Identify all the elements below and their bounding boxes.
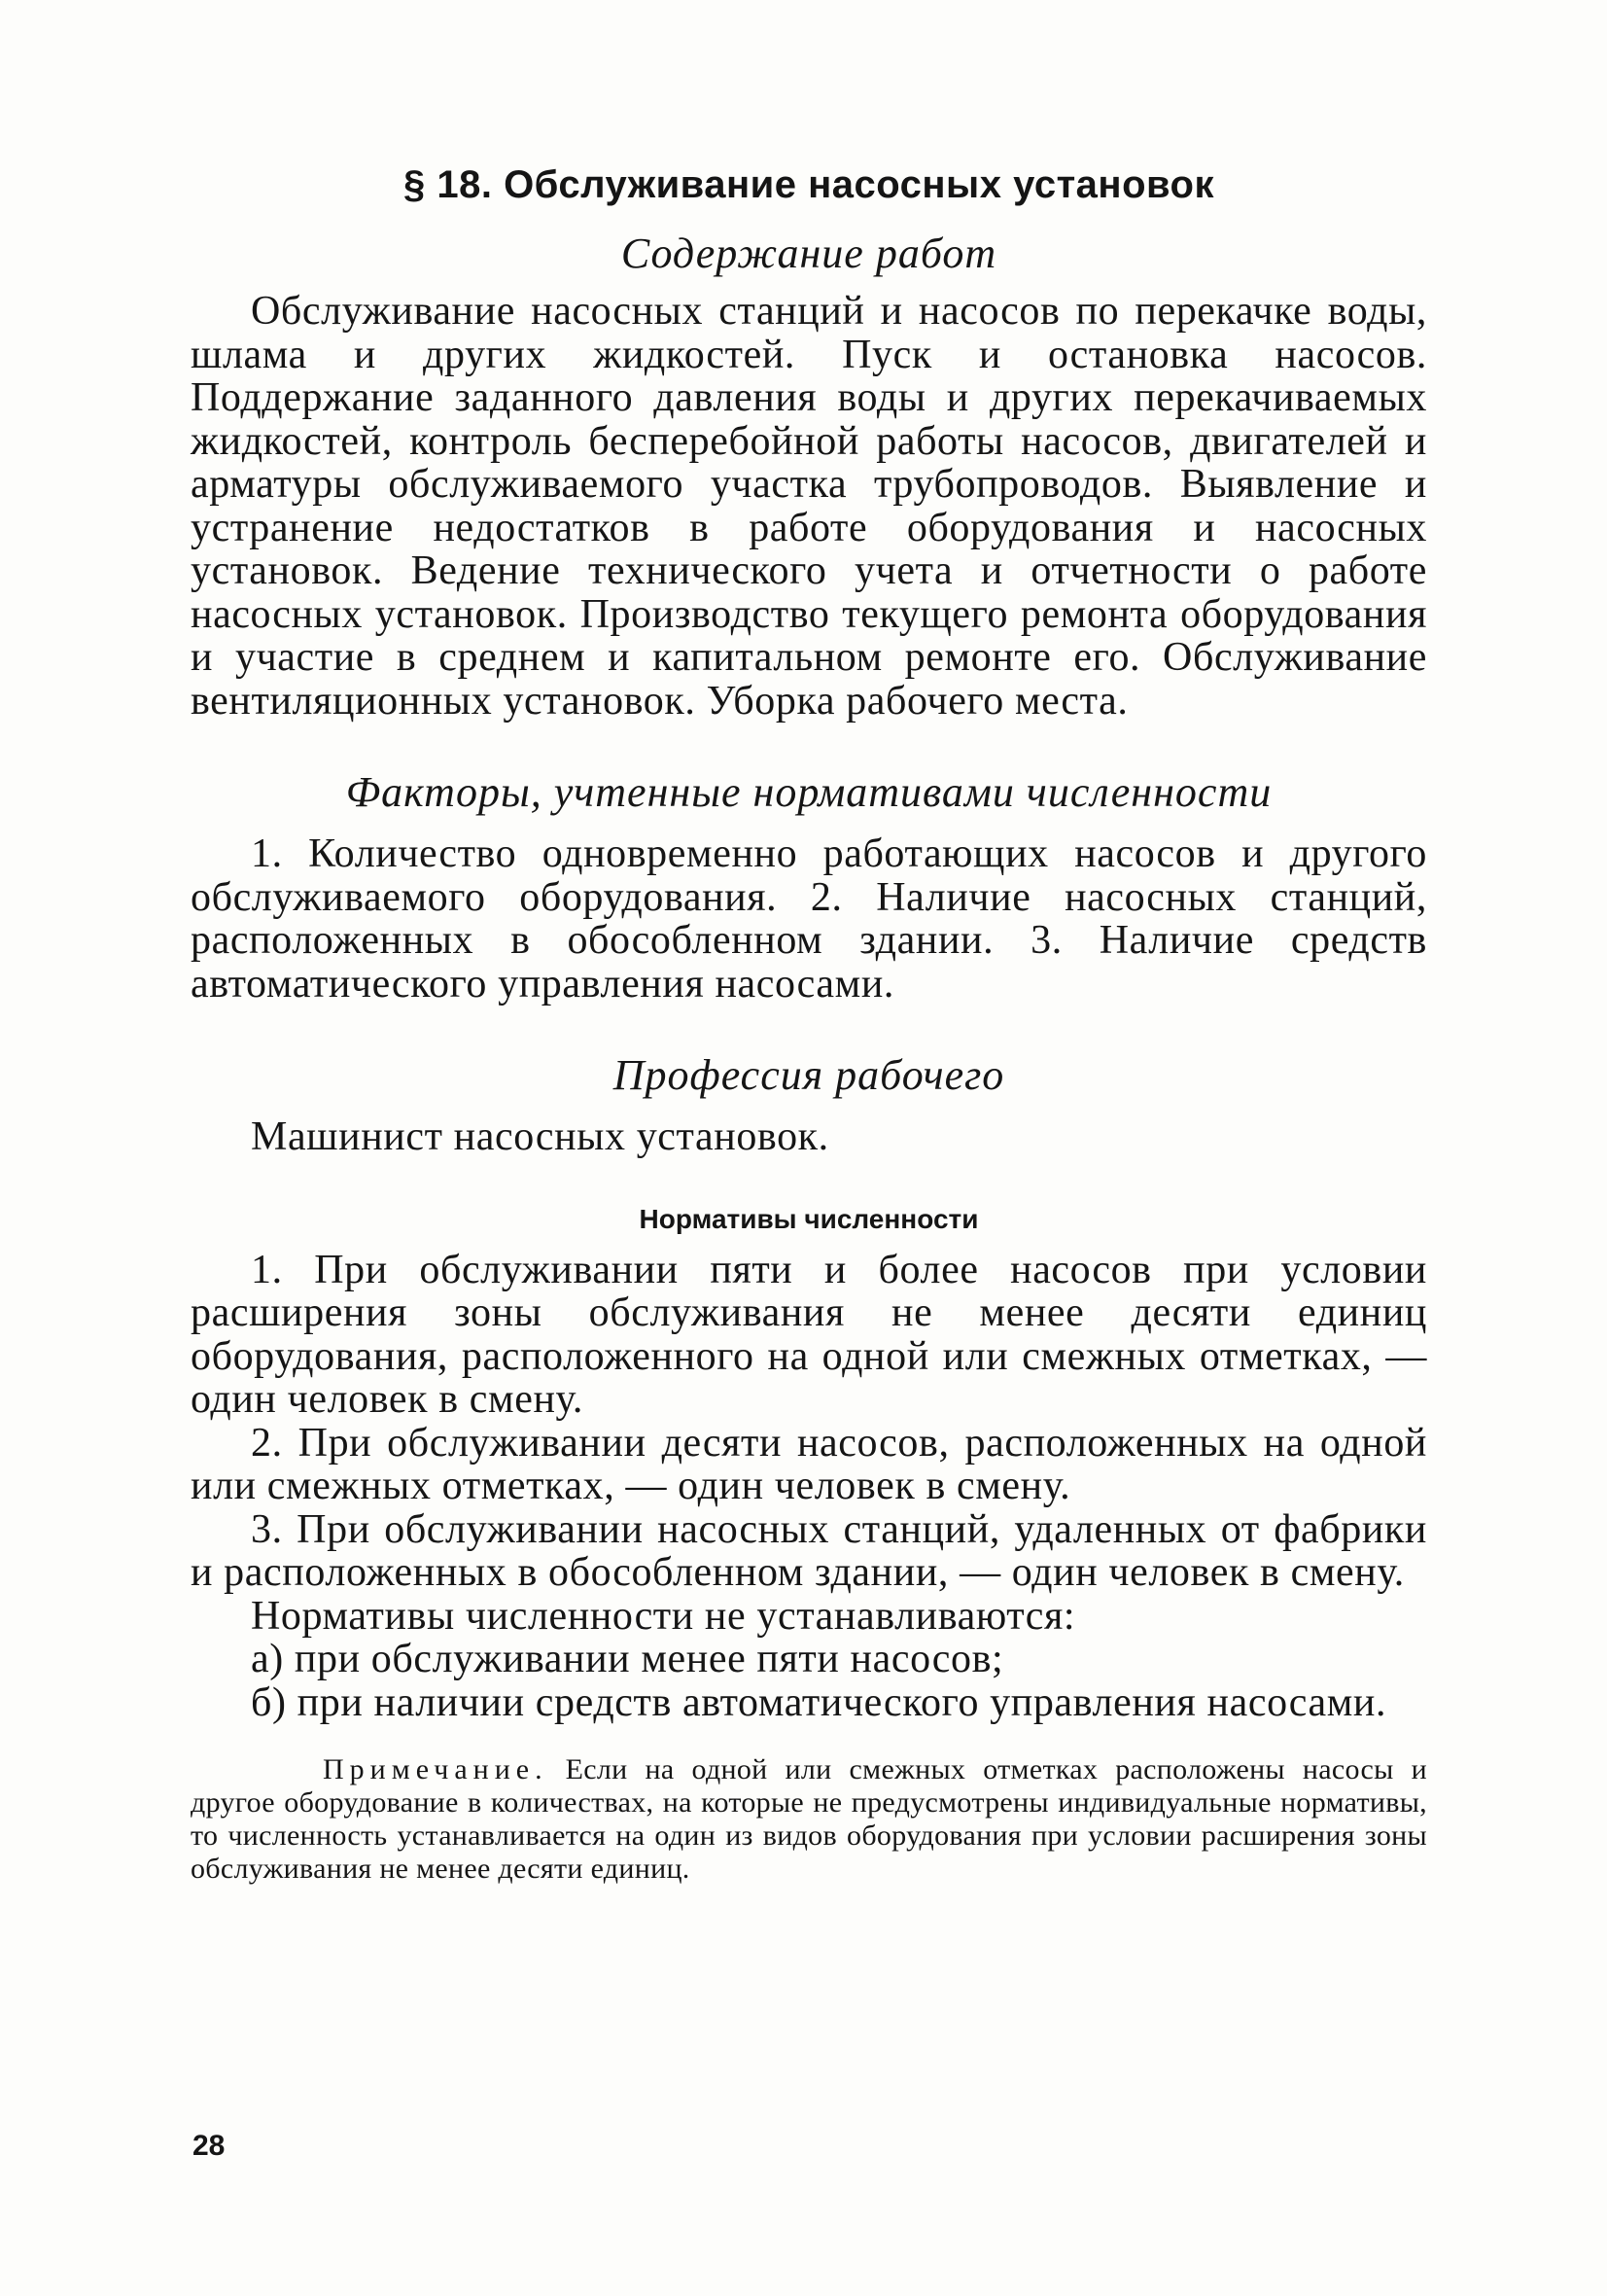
note-label: Примечание. [323, 1753, 548, 1785]
norms-title: Нормативы численности [639, 1203, 979, 1234]
work-content-paragraph: Обслуживание насосных станций и насосов по перекачке воды, шлама и других жидкостей. Пуск и остановка насосов. Поддержание заданного давления воды и других перекачиваемых жидкостей, контроль бесперебойной работы насосов, двигателей и арматуры обслуживаемого участка трубопроводов. Выявление и устранение недостатков в работе оборудования и насосных установок. Ведение технического учета и отчетности о работе насосных установок. Производство текущего ремонта оборудования и участие в среднем и капитальном ремонте его. Обслуживание вентиляционных установок. Уборка рабочего места. [191, 289, 1427, 724]
profession-title: Профессия рабочего [612, 1051, 1005, 1099]
work-content-title: Содержание работ [620, 230, 997, 277]
factors-title: Факторы, учтенные нормативами численности [345, 768, 1273, 816]
note-text: Если на одной или смежных отметках расположены насосы и другое оборудование в количествах, на которые не предусмотрены индивидуальные нормативы, то численность устанавливается на один из видов оборудования при условии расширения зоны обслуживания не менее десяти единиц. [191, 1753, 1427, 1885]
norm-item: 3. При обслуживании насосных станций, удаленных от фабрики и расположенных в обособленном здании, — один человек в смену. [191, 1506, 1427, 1595]
page-number: 28 [192, 2130, 226, 2162]
not-established-line: Нормативы численности не устанавливаются: [251, 1593, 1076, 1639]
section-title: § 18. Обслуживание насосных установок [402, 163, 1215, 206]
text-column [191, 163, 1427, 1886]
norm-item: 1. При обслуживании пяти и более насосов при условии расширения зоны обслуживания не менее десяти единиц оборудования, расположенного на одной или смежных отметках, — один человек в смену. [191, 1247, 1427, 1422]
note-block [191, 1753, 1427, 1886]
profession-paragraph: Машинист насосных установок. [251, 1114, 829, 1159]
exception-item: а) при обслуживании менее пяти насосов; [251, 1637, 1004, 1681]
factors-paragraph: 1. Количество одновременно работающих насосов и другого обслуживаемого оборудования. 2. Наличие насосных станций, расположенных в обособленном здании. 3. Наличие средств автоматического управления насосами. [191, 831, 1427, 1007]
norm-item: 2. При обслуживании десяти насосов, расположенных на одной или смежных отметках, — один человек в смену. [191, 1420, 1427, 1508]
exception-item: б) при наличии средств автоматического управления насосами. [251, 1679, 1387, 1725]
